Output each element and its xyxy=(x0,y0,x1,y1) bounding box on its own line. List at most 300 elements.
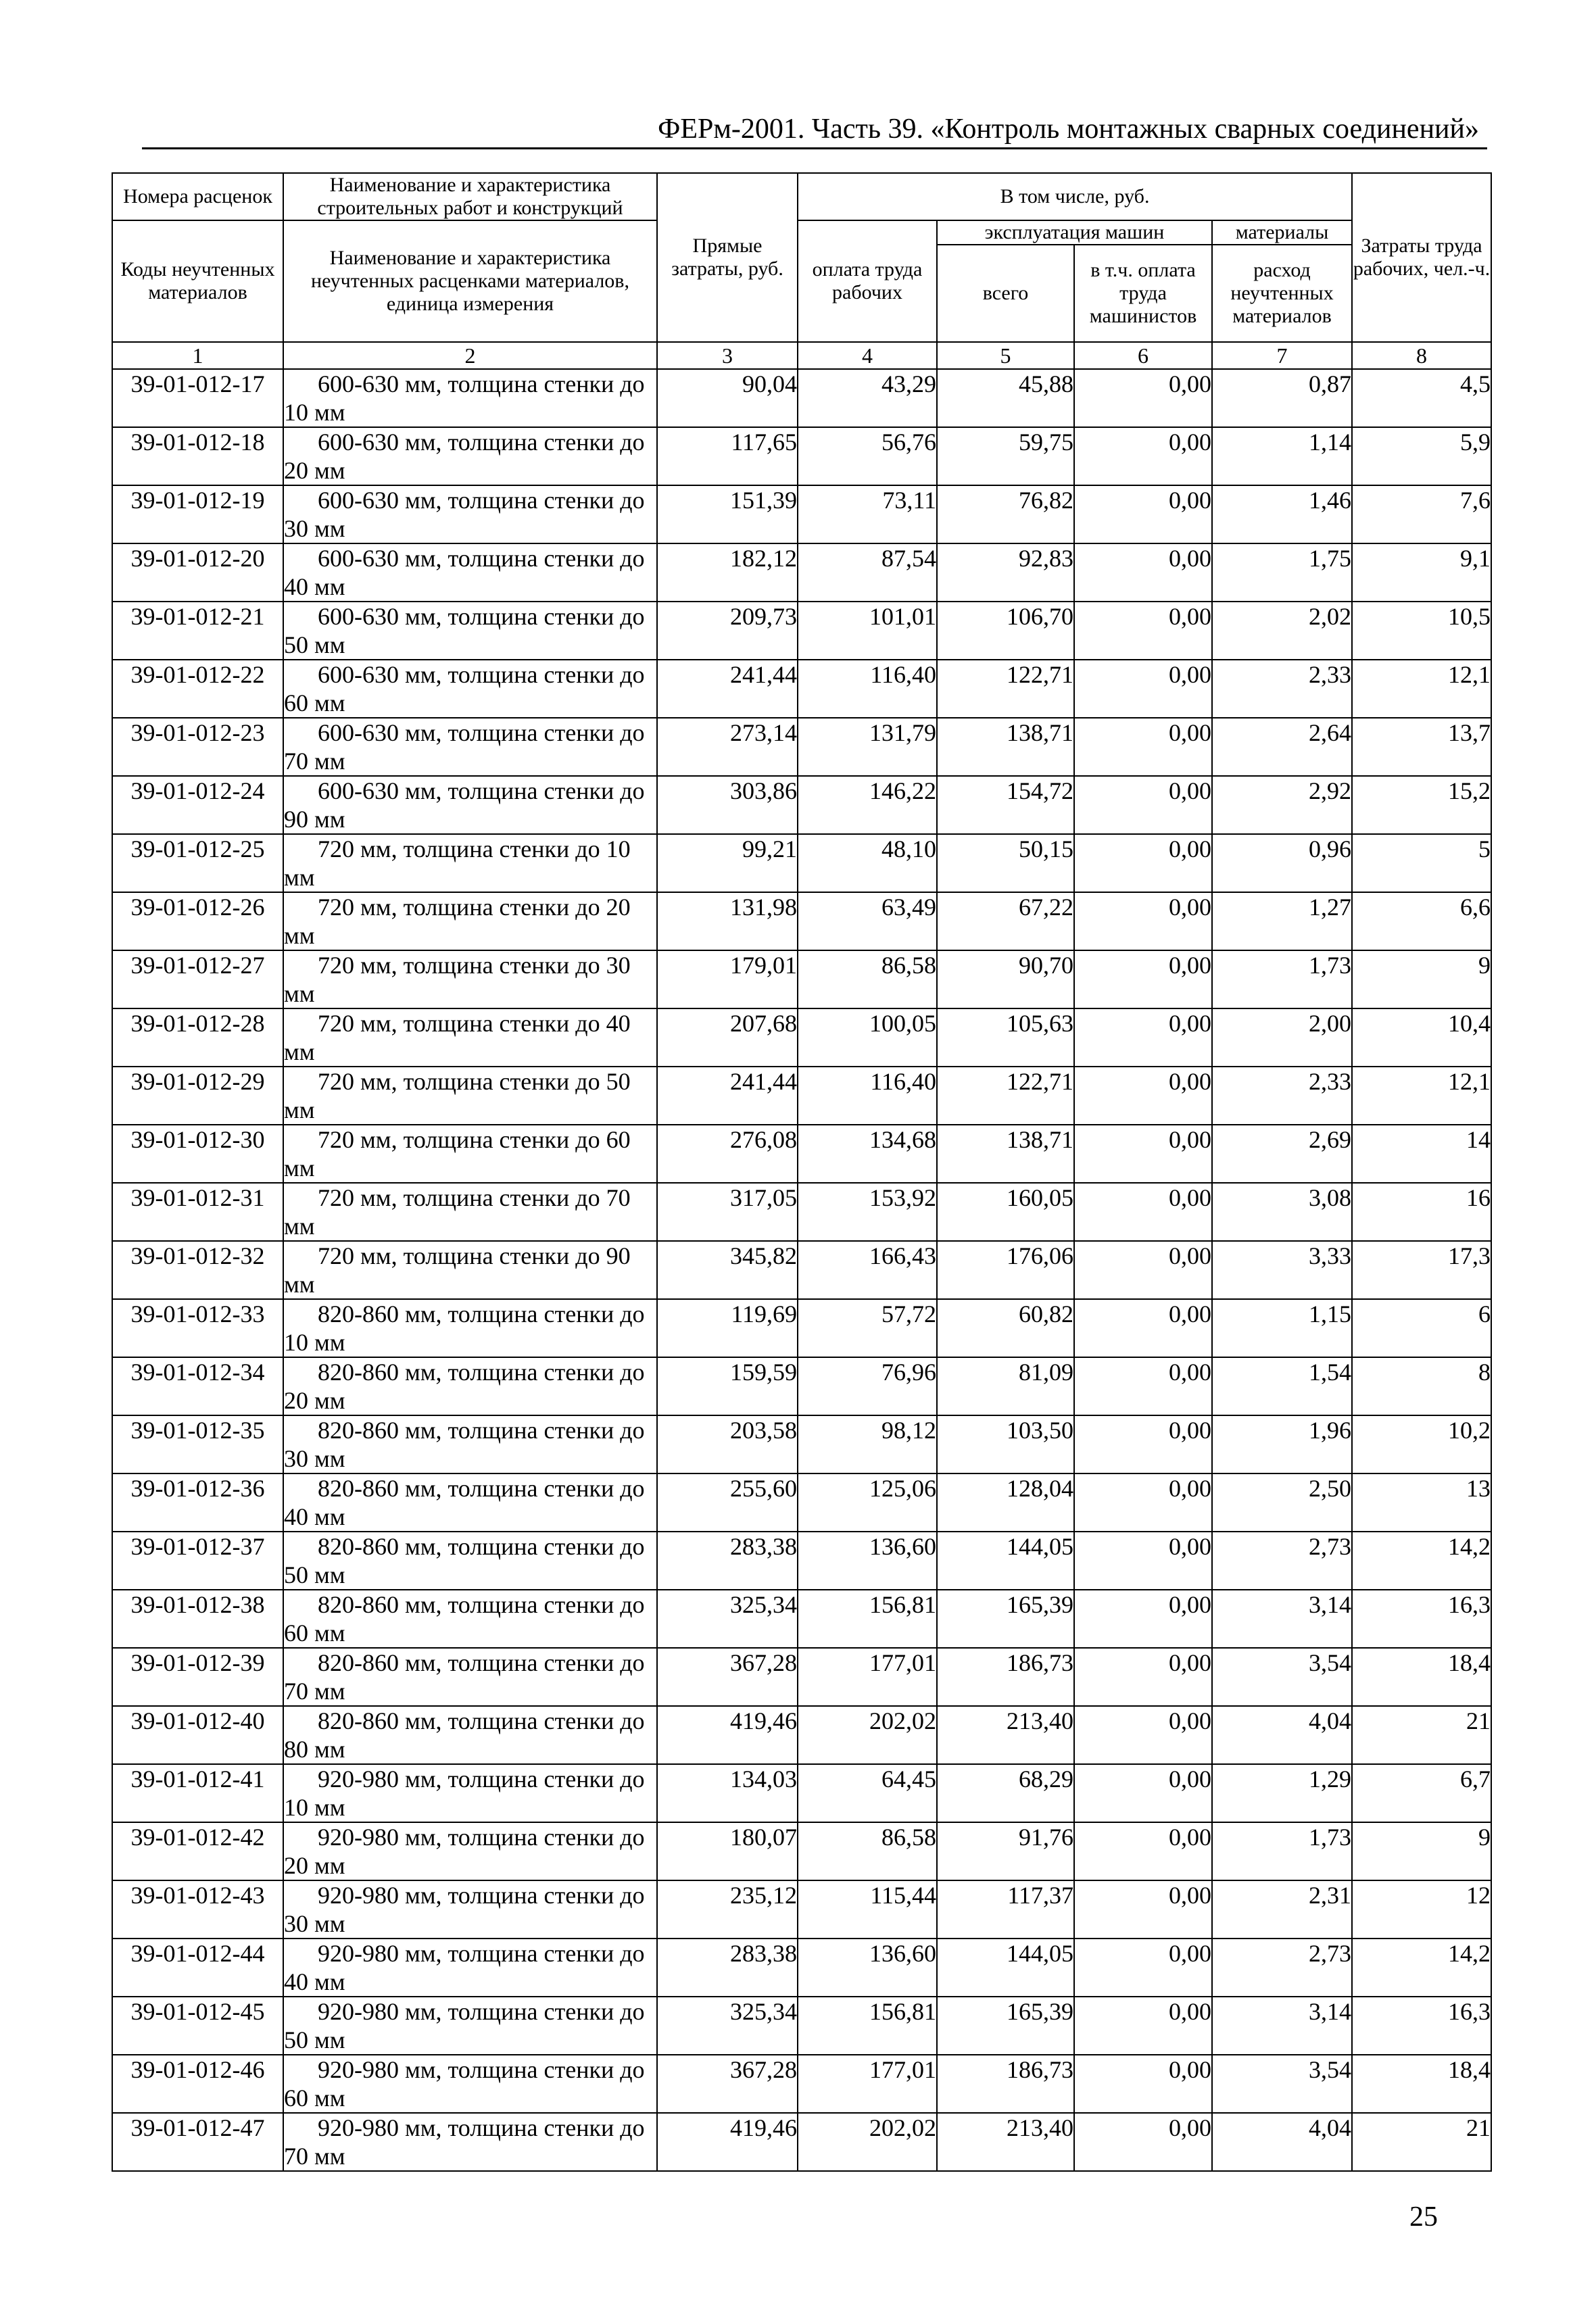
worker-pay-cell: 86,58 xyxy=(798,950,937,1008)
work-name-cell xyxy=(283,776,657,834)
work-name-text: 920-980 мм, толщина стенки до 50 мм xyxy=(284,1998,645,2053)
work-name-text: 600-630 мм, толщина стенки до 70 мм xyxy=(284,719,645,775)
work-name-cell xyxy=(283,1532,657,1590)
direct-costs-cell: 303,86 xyxy=(657,776,798,834)
work-name-text: 820-860 мм, толщина стенки до 20 мм xyxy=(284,1359,645,1414)
worker-pay-cell: 166,43 xyxy=(798,1241,937,1299)
machine-total-cell: 50,15 xyxy=(937,834,1074,892)
rate-code-cell: 39-01-012-35 xyxy=(112,1415,283,1473)
direct-costs-cell: 325,34 xyxy=(657,1997,798,2055)
materials-cell: 3,14 xyxy=(1212,1997,1352,2055)
rate-code-cell: 39-01-012-23 xyxy=(112,718,283,776)
work-name-text: 600-630 мм, толщина стенки до 50 мм xyxy=(284,603,645,658)
table-row xyxy=(112,834,1491,892)
operator-pay-cell: 0,00 xyxy=(1074,2113,1212,2171)
table-row xyxy=(112,660,1491,718)
worker-pay-cell: 156,81 xyxy=(798,1997,937,2055)
operator-pay-cell: 0,00 xyxy=(1074,427,1212,485)
work-name-cell xyxy=(283,1706,657,1764)
materials-cell: 2,02 xyxy=(1212,602,1352,660)
operator-pay-cell: 0,00 xyxy=(1074,1008,1212,1067)
direct-costs-cell: 131,98 xyxy=(657,892,798,950)
machine-total-cell: 81,09 xyxy=(937,1357,1074,1415)
work-name-cell xyxy=(283,1590,657,1648)
work-name-cell xyxy=(283,1183,657,1241)
work-name-cell xyxy=(283,660,657,718)
labor-costs-cell: 13,7 xyxy=(1352,718,1491,776)
direct-costs-cell: 367,28 xyxy=(657,2055,798,2113)
labor-costs-cell: 15,2 xyxy=(1352,776,1491,834)
machine-total-cell: 128,04 xyxy=(937,1473,1074,1532)
table-header xyxy=(112,173,1491,369)
operator-pay-cell: 0,00 xyxy=(1074,660,1212,718)
work-name-cell xyxy=(283,1241,657,1299)
operator-pay-cell: 0,00 xyxy=(1074,718,1212,776)
labor-costs-cell: 12 xyxy=(1352,1880,1491,1939)
table-row xyxy=(112,718,1491,776)
worker-pay-cell: 98,12 xyxy=(798,1415,937,1473)
worker-pay-cell: 48,10 xyxy=(798,834,937,892)
work-name-text: 600-630 мм, толщина стенки до 20 мм xyxy=(284,429,645,484)
worker-pay-cell: 43,29 xyxy=(798,369,937,427)
machine-total-cell: 103,50 xyxy=(937,1415,1074,1473)
work-name-cell xyxy=(283,1939,657,1997)
machine-total-cell: 68,29 xyxy=(937,1764,1074,1822)
work-name-cell xyxy=(283,718,657,776)
work-name-text: 820-860 мм, толщина стенки до 30 мм xyxy=(284,1417,645,1472)
work-name-text: 820-860 мм, толщина стенки до 80 мм xyxy=(284,1707,645,1763)
work-name-text: 720 мм, толщина стенки до 10 мм xyxy=(284,835,631,891)
work-name-cell xyxy=(283,1997,657,2055)
operator-pay-cell: 0,00 xyxy=(1074,1125,1212,1183)
direct-costs-cell: 235,12 xyxy=(657,1880,798,1939)
direct-costs-cell: 180,07 xyxy=(657,1822,798,1880)
operator-pay-cell: 0,00 xyxy=(1074,1357,1212,1415)
materials-cell: 1,27 xyxy=(1212,892,1352,950)
table-row xyxy=(112,1822,1491,1880)
table-row xyxy=(112,1939,1491,1997)
labor-costs-cell: 14 xyxy=(1352,1125,1491,1183)
direct-costs-cell: 151,39 xyxy=(657,485,798,543)
worker-pay-cell: 134,68 xyxy=(798,1125,937,1183)
labor-costs-cell: 21 xyxy=(1352,2113,1491,2171)
materials-cell: 0,87 xyxy=(1212,369,1352,427)
materials-cell: 2,73 xyxy=(1212,1939,1352,1997)
work-name-cell xyxy=(283,892,657,950)
work-name-cell xyxy=(283,1125,657,1183)
direct-costs-cell: 241,44 xyxy=(657,1067,798,1125)
worker-pay-cell: 57,72 xyxy=(798,1299,937,1357)
operator-pay-cell: 0,00 xyxy=(1074,602,1212,660)
materials-cell: 2,00 xyxy=(1212,1008,1352,1067)
rate-code-cell: 39-01-012-27 xyxy=(112,950,283,1008)
worker-pay-cell: 177,01 xyxy=(798,2055,937,2113)
table-row xyxy=(112,427,1491,485)
machine-total-cell: 60,82 xyxy=(937,1299,1074,1357)
work-name-text: 720 мм, толщина стенки до 40 мм xyxy=(284,1010,631,1065)
direct-costs-cell: 134,03 xyxy=(657,1764,798,1822)
materials-cell: 2,31 xyxy=(1212,1880,1352,1939)
worker-pay-cell: 87,54 xyxy=(798,543,937,602)
materials-cell: 3,14 xyxy=(1212,1590,1352,1648)
column-number: 1 xyxy=(112,342,283,369)
column-number: 4 xyxy=(798,342,937,369)
work-name-text: 600-630 мм, толщина стенки до 10 мм xyxy=(284,370,645,426)
machine-total-cell: 92,83 xyxy=(937,543,1074,602)
work-name-text: 600-630 мм, толщина стенки до 60 мм xyxy=(284,661,645,716)
labor-costs-cell: 9 xyxy=(1352,950,1491,1008)
materials-cell: 1,46 xyxy=(1212,485,1352,543)
work-name-cell xyxy=(283,1648,657,1706)
worker-pay-cell: 202,02 xyxy=(798,2113,937,2171)
direct-costs-cell: 209,73 xyxy=(657,602,798,660)
table-row xyxy=(112,892,1491,950)
machine-total-cell: 186,73 xyxy=(937,2055,1074,2113)
header-direct-costs: Прямые затраты, руб. xyxy=(657,173,798,342)
labor-costs-cell: 18,4 xyxy=(1352,1648,1491,1706)
materials-cell: 3,33 xyxy=(1212,1241,1352,1299)
header-rate-numbers: Номера расценок xyxy=(112,173,283,220)
materials-cell: 1,15 xyxy=(1212,1299,1352,1357)
rate-code-cell: 39-01-012-33 xyxy=(112,1299,283,1357)
operator-pay-cell: 0,00 xyxy=(1074,950,1212,1008)
column-number: 7 xyxy=(1212,342,1352,369)
rate-code-cell: 39-01-012-34 xyxy=(112,1357,283,1415)
machine-total-cell: 186,73 xyxy=(937,1648,1074,1706)
worker-pay-cell: 115,44 xyxy=(798,1880,937,1939)
operator-pay-cell: 0,00 xyxy=(1074,1183,1212,1241)
rate-code-cell: 39-01-012-26 xyxy=(112,892,283,950)
operator-pay-cell: 0,00 xyxy=(1074,369,1212,427)
work-name-cell xyxy=(283,834,657,892)
materials-cell: 2,33 xyxy=(1212,660,1352,718)
materials-cell: 3,54 xyxy=(1212,1648,1352,1706)
labor-costs-cell: 10,2 xyxy=(1352,1415,1491,1473)
worker-pay-cell: 125,06 xyxy=(798,1473,937,1532)
direct-costs-cell: 419,46 xyxy=(657,1706,798,1764)
direct-costs-cell: 207,68 xyxy=(657,1008,798,1067)
materials-cell: 1,75 xyxy=(1212,543,1352,602)
operator-pay-cell: 0,00 xyxy=(1074,485,1212,543)
work-name-cell xyxy=(283,1299,657,1357)
labor-costs-cell: 5,9 xyxy=(1352,427,1491,485)
rate-code-cell: 39-01-012-36 xyxy=(112,1473,283,1532)
rate-code-cell: 39-01-012-21 xyxy=(112,602,283,660)
work-name-cell xyxy=(283,1415,657,1473)
rate-code-cell: 39-01-012-44 xyxy=(112,1939,283,1997)
table-row xyxy=(112,485,1491,543)
work-name-text: 920-980 мм, толщина стенки до 60 мм xyxy=(284,2056,645,2112)
operator-pay-cell: 0,00 xyxy=(1074,1241,1212,1299)
direct-costs-cell: 317,05 xyxy=(657,1183,798,1241)
labor-costs-cell: 5 xyxy=(1352,834,1491,892)
table-row xyxy=(112,1532,1491,1590)
table-row xyxy=(112,1764,1491,1822)
work-name-text: 820-860 мм, толщина стенки до 10 мм xyxy=(284,1300,645,1356)
operator-pay-cell: 0,00 xyxy=(1074,1648,1212,1706)
work-name-text: 720 мм, толщина стенки до 90 мм xyxy=(284,1242,631,1298)
operator-pay-cell: 0,00 xyxy=(1074,1067,1212,1125)
operator-pay-cell: 0,00 xyxy=(1074,1997,1212,2055)
work-name-cell xyxy=(283,2055,657,2113)
direct-costs-cell: 241,44 xyxy=(657,660,798,718)
work-name-cell xyxy=(283,1880,657,1939)
direct-costs-cell: 325,34 xyxy=(657,1590,798,1648)
work-name-cell xyxy=(283,1067,657,1125)
direct-costs-cell: 159,59 xyxy=(657,1357,798,1415)
work-name-text: 920-980 мм, толщина стенки до 10 мм xyxy=(284,1765,645,1821)
operator-pay-cell: 0,00 xyxy=(1074,1532,1212,1590)
header-materials: материалы xyxy=(1212,220,1352,245)
rate-code-cell: 39-01-012-31 xyxy=(112,1183,283,1241)
header-material-codes: Коды неучтенных материалов xyxy=(112,220,283,342)
work-name-cell xyxy=(283,427,657,485)
header-labor-costs: Затраты труда рабочих, чел.-ч. xyxy=(1352,173,1491,342)
header-operator-pay: в т.ч. оплата труда машинистов xyxy=(1074,245,1212,342)
column-numbers-row xyxy=(112,342,1491,369)
table-row xyxy=(112,1125,1491,1183)
worker-pay-cell: 202,02 xyxy=(798,1706,937,1764)
worker-pay-cell: 153,92 xyxy=(798,1183,937,1241)
direct-costs-cell: 255,60 xyxy=(657,1473,798,1532)
machine-total-cell: 122,71 xyxy=(937,1067,1074,1125)
direct-costs-cell: 179,01 xyxy=(657,950,798,1008)
rate-code-cell: 39-01-012-18 xyxy=(112,427,283,485)
table-body xyxy=(112,369,1491,2171)
work-name-cell xyxy=(283,950,657,1008)
operator-pay-cell: 0,00 xyxy=(1074,1299,1212,1357)
machine-total-cell: 144,05 xyxy=(937,1532,1074,1590)
direct-costs-cell: 276,08 xyxy=(657,1125,798,1183)
operator-pay-cell: 0,00 xyxy=(1074,1706,1212,1764)
machine-total-cell: 160,05 xyxy=(937,1183,1074,1241)
table-row xyxy=(112,543,1491,602)
header-materials-consumption: расход неучтенных материалов xyxy=(1212,245,1352,342)
labor-costs-cell: 17,3 xyxy=(1352,1241,1491,1299)
operator-pay-cell: 0,00 xyxy=(1074,1880,1212,1939)
machine-total-cell: 176,06 xyxy=(937,1241,1074,1299)
labor-costs-cell: 21 xyxy=(1352,1706,1491,1764)
worker-pay-cell: 73,11 xyxy=(798,485,937,543)
table-row xyxy=(112,1357,1491,1415)
header-including: В том числе, руб. xyxy=(798,173,1352,220)
rate-code-cell: 39-01-012-43 xyxy=(112,1880,283,1939)
rate-code-cell: 39-01-012-25 xyxy=(112,834,283,892)
work-name-text: 920-980 мм, толщина стенки до 70 мм xyxy=(284,2114,645,2170)
materials-cell: 2,33 xyxy=(1212,1067,1352,1125)
worker-pay-cell: 136,60 xyxy=(798,1939,937,1997)
table-row xyxy=(112,1241,1491,1299)
materials-cell: 1,96 xyxy=(1212,1415,1352,1473)
materials-cell: 0,96 xyxy=(1212,834,1352,892)
work-name-text: 720 мм, толщина стенки до 50 мм xyxy=(284,1068,631,1123)
materials-cell: 3,54 xyxy=(1212,2055,1352,2113)
machine-total-cell: 213,40 xyxy=(937,1706,1074,1764)
labor-costs-cell: 4,5 xyxy=(1352,369,1491,427)
materials-cell: 1,73 xyxy=(1212,1822,1352,1880)
rate-code-cell: 39-01-012-41 xyxy=(112,1764,283,1822)
header-worker-pay: оплата труда рабочих xyxy=(798,220,937,342)
work-name-cell xyxy=(283,1764,657,1822)
machine-total-cell: 67,22 xyxy=(937,892,1074,950)
table-row xyxy=(112,602,1491,660)
worker-pay-cell: 177,01 xyxy=(798,1648,937,1706)
work-name-cell xyxy=(283,1008,657,1067)
materials-cell: 1,54 xyxy=(1212,1357,1352,1415)
direct-costs-cell: 117,65 xyxy=(657,427,798,485)
machine-total-cell: 122,71 xyxy=(937,660,1074,718)
worker-pay-cell: 64,45 xyxy=(798,1764,937,1822)
materials-cell: 1,14 xyxy=(1212,427,1352,485)
page-number: 25 xyxy=(1409,2201,1438,2233)
work-name-text: 820-860 мм, толщина стенки до 40 мм xyxy=(284,1475,645,1530)
work-name-cell xyxy=(283,1473,657,1532)
worker-pay-cell: 116,40 xyxy=(798,660,937,718)
work-name-cell xyxy=(283,1357,657,1415)
table-row xyxy=(112,1997,1491,2055)
column-number: 6 xyxy=(1074,342,1212,369)
machine-total-cell: 76,82 xyxy=(937,485,1074,543)
machine-total-cell: 59,75 xyxy=(937,427,1074,485)
machine-total-cell: 138,71 xyxy=(937,718,1074,776)
rate-code-cell: 39-01-012-32 xyxy=(112,1241,283,1299)
materials-cell: 2,64 xyxy=(1212,718,1352,776)
operator-pay-cell: 0,00 xyxy=(1074,892,1212,950)
column-number: 2 xyxy=(283,342,657,369)
direct-costs-cell: 182,12 xyxy=(657,543,798,602)
header-material-name: Наименование и характеристика неучтенных расценками материалов, единица измерения xyxy=(283,220,657,342)
work-name-text: 920-980 мм, толщина стенки до 20 мм xyxy=(284,1824,645,1879)
table-row xyxy=(112,1299,1491,1357)
machine-total-cell: 90,70 xyxy=(937,950,1074,1008)
worker-pay-cell: 146,22 xyxy=(798,776,937,834)
materials-cell: 2,69 xyxy=(1212,1125,1352,1183)
operator-pay-cell: 0,00 xyxy=(1074,1473,1212,1532)
materials-cell: 2,50 xyxy=(1212,1473,1352,1532)
labor-costs-cell: 6 xyxy=(1352,1299,1491,1357)
rate-code-cell: 39-01-012-39 xyxy=(112,1648,283,1706)
direct-costs-cell: 273,14 xyxy=(657,718,798,776)
rate-code-cell: 39-01-012-38 xyxy=(112,1590,283,1648)
table-row xyxy=(112,1648,1491,1706)
rate-code-cell: 39-01-012-29 xyxy=(112,1067,283,1125)
running-header xyxy=(142,112,1487,149)
labor-costs-cell: 6,6 xyxy=(1352,892,1491,950)
worker-pay-cell: 116,40 xyxy=(798,1067,937,1125)
worker-pay-cell: 136,60 xyxy=(798,1532,937,1590)
rate-code-cell: 39-01-012-24 xyxy=(112,776,283,834)
work-name-cell xyxy=(283,485,657,543)
table-row xyxy=(112,950,1491,1008)
direct-costs-cell: 90,04 xyxy=(657,369,798,427)
table-row xyxy=(112,1067,1491,1125)
work-name-text: 920-980 мм, толщина стенки до 40 мм xyxy=(284,1940,645,1995)
worker-pay-cell: 131,79 xyxy=(798,718,937,776)
machine-total-cell: 165,39 xyxy=(937,1997,1074,2055)
labor-costs-cell: 13 xyxy=(1352,1473,1491,1532)
worker-pay-cell: 101,01 xyxy=(798,602,937,660)
materials-cell: 3,08 xyxy=(1212,1183,1352,1241)
worker-pay-cell: 86,58 xyxy=(798,1822,937,1880)
operator-pay-cell: 0,00 xyxy=(1074,543,1212,602)
direct-costs-cell: 419,46 xyxy=(657,2113,798,2171)
rate-code-cell: 39-01-012-46 xyxy=(112,2055,283,2113)
machine-total-cell: 213,40 xyxy=(937,2113,1074,2171)
table-row xyxy=(112,1473,1491,1532)
worker-pay-cell: 100,05 xyxy=(798,1008,937,1067)
labor-costs-cell: 6,7 xyxy=(1352,1764,1491,1822)
direct-costs-cell: 367,28 xyxy=(657,1648,798,1706)
labor-costs-cell: 10,4 xyxy=(1352,1008,1491,1067)
work-name-text: 720 мм, толщина стенки до 20 мм xyxy=(284,894,631,949)
header-machine-total: всего xyxy=(937,245,1074,342)
labor-costs-cell: 10,5 xyxy=(1352,602,1491,660)
work-name-text: 720 мм, толщина стенки до 70 мм xyxy=(284,1184,631,1240)
table-row xyxy=(112,369,1491,427)
machine-total-cell: 154,72 xyxy=(937,776,1074,834)
materials-cell: 4,04 xyxy=(1212,1706,1352,1764)
direct-costs-cell: 99,21 xyxy=(657,834,798,892)
rate-code-cell: 39-01-012-22 xyxy=(112,660,283,718)
materials-cell: 2,92 xyxy=(1212,776,1352,834)
work-name-text: 600-630 мм, толщина стенки до 40 мм xyxy=(284,545,645,600)
operator-pay-cell: 0,00 xyxy=(1074,834,1212,892)
materials-cell: 2,73 xyxy=(1212,1532,1352,1590)
labor-costs-cell: 18,4 xyxy=(1352,2055,1491,2113)
rate-code-cell: 39-01-012-20 xyxy=(112,543,283,602)
work-name-text: 600-630 мм, толщина стенки до 90 мм xyxy=(284,777,645,833)
column-number: 3 xyxy=(657,342,798,369)
direct-costs-cell: 345,82 xyxy=(657,1241,798,1299)
operator-pay-cell: 0,00 xyxy=(1074,776,1212,834)
labor-costs-cell: 14,2 xyxy=(1352,1532,1491,1590)
work-name-text: 820-860 мм, толщина стенки до 60 мм xyxy=(284,1591,645,1647)
worker-pay-cell: 76,96 xyxy=(798,1357,937,1415)
machine-total-cell: 91,76 xyxy=(937,1822,1074,1880)
table-row xyxy=(112,776,1491,834)
labor-costs-cell: 16 xyxy=(1352,1183,1491,1241)
materials-cell: 4,04 xyxy=(1212,2113,1352,2171)
operator-pay-cell: 0,00 xyxy=(1074,1822,1212,1880)
machine-total-cell: 138,71 xyxy=(937,1125,1074,1183)
work-name-cell xyxy=(283,2113,657,2171)
table-row xyxy=(112,1706,1491,1764)
table-row xyxy=(112,1183,1491,1241)
work-name-cell xyxy=(283,602,657,660)
labor-costs-cell: 16,3 xyxy=(1352,1590,1491,1648)
machine-total-cell: 106,70 xyxy=(937,602,1074,660)
running-header-text: ФЕРм-2001. Часть 39. «Контроль монтажных сварных соединений» xyxy=(658,114,1479,145)
machine-total-cell: 45,88 xyxy=(937,369,1074,427)
work-name-cell xyxy=(283,369,657,427)
column-number: 8 xyxy=(1352,342,1491,369)
rate-code-cell: 39-01-012-47 xyxy=(112,2113,283,2171)
machine-total-cell: 144,05 xyxy=(937,1939,1074,1997)
worker-pay-cell: 156,81 xyxy=(798,1590,937,1648)
table-row xyxy=(112,2113,1491,2171)
direct-costs-cell: 283,38 xyxy=(657,1532,798,1590)
rate-code-cell: 39-01-012-37 xyxy=(112,1532,283,1590)
operator-pay-cell: 0,00 xyxy=(1074,1939,1212,1997)
machine-total-cell: 165,39 xyxy=(937,1590,1074,1648)
work-name-text: 820-860 мм, толщина стенки до 50 мм xyxy=(284,1533,645,1588)
worker-pay-cell: 56,76 xyxy=(798,427,937,485)
work-name-cell xyxy=(283,1822,657,1880)
labor-costs-cell: 9 xyxy=(1352,1822,1491,1880)
labor-costs-cell: 7,6 xyxy=(1352,485,1491,543)
table-row xyxy=(112,1008,1491,1067)
labor-costs-cell: 16,3 xyxy=(1352,1997,1491,2055)
